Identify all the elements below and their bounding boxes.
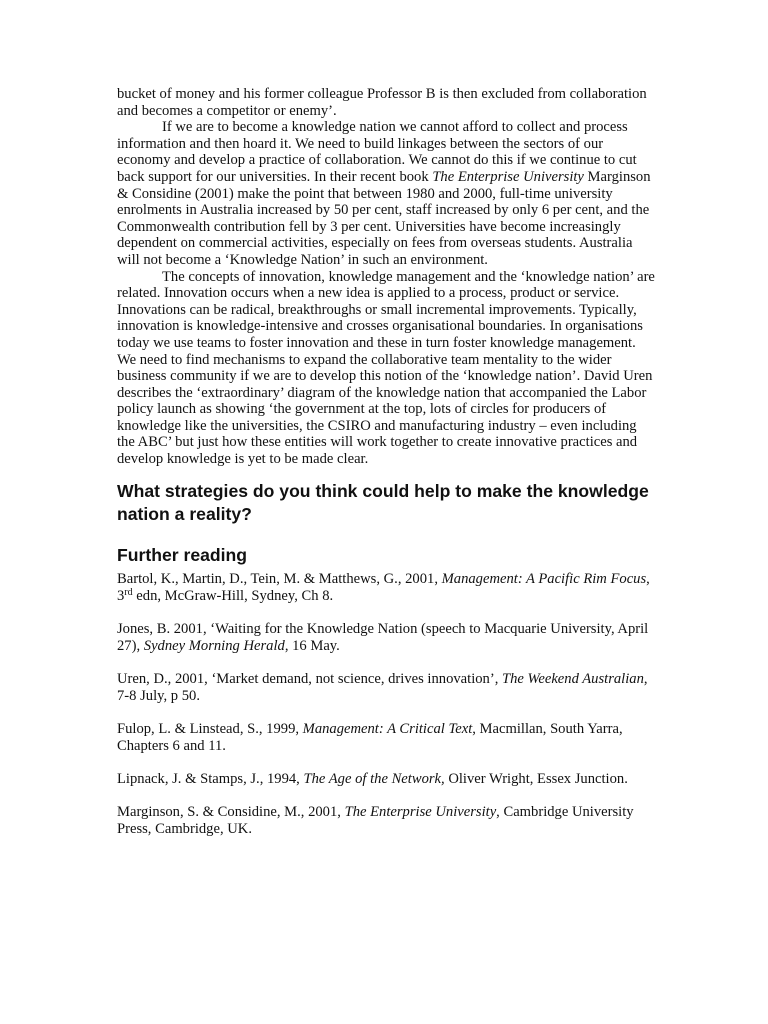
- reference-text: Jones, B. 2001, ‘Waiting for the Knowledge Nation (speech to Macquarie University, April 27),: [117, 621, 649, 654]
- reference-item: [117, 621, 657, 654]
- book-title-enterprise-university: The Enterprise University: [432, 168, 584, 185]
- reference-text: Bartol, K., Martin, D., Tein, M. & Matthews, G., 2001,: [117, 571, 442, 588]
- reference-text: Uren, D., 2001, ‘Market demand, not science, drives innovation’,: [117, 671, 503, 688]
- body-paragraph-3: The concepts of innovation, knowledge management and the ‘knowledge nation’ are related. Innovation occurs when a new idea is applied to a process, product or service. Innovations can be radical, breakthroughs or small incremental improvements. Typically, innovation is knowledge-intensive and crosses organisational boundaries. In organisations today we use teams to foster innovation and these in turn foster knowledge management. We need to find mechanisms to expand the collaborative team mentality to the wider business community if we are to develop this notion of the ‘knowledge nation’. David Uren describes the ‘extraordinary’ diagram of the knowledge nation that accompanied the Labor policy launch as showing ‘the government at the top, lots of circles for producers of knowledge like the universities, the CSIRO and manufacturing industry – even including the ABC’ but just how these entities will work together to create innovative practices and develop knowledge is yet to be made clear.: [117, 268, 655, 468]
- reference-text: , Cambridge University Press, Cambridge, UK.: [117, 804, 634, 838]
- reference-text: , Macmillan, South Yarra, Chapters 6 and 11.: [117, 721, 623, 754]
- reference-text: Marginson, S. & Considine, M., 2001,: [117, 804, 345, 821]
- reference-text: , 3: [117, 571, 650, 604]
- paragraph-2-text-b: Marginson & Considine (2001) make the point that between 1980 and 2000, full-time university enrolments in Australia increased by 50 per cent, staff increased by only 6 per cent, and the Commonwealth contribution fell by 3 per cent. Universities have become increasingly dependent on commercial activities, especially on fees from overseas students. Australia will not become a ‘Knowledge Nation’ in such an environment.: [117, 168, 651, 268]
- reference-superscript: rd: [124, 586, 133, 598]
- reference-text: , 7-8 July, p 50.: [117, 671, 648, 704]
- reference-text: Lipnack, J. & Stamps, J., 1994,: [117, 771, 304, 788]
- reference-text: Oliver Wright, Essex Junction.: [444, 771, 628, 788]
- reference-title: Sydney Morning Herald: [143, 637, 285, 654]
- reference-title: Management: A Critical Text: [302, 721, 473, 738]
- reference-text: , 16 May.: [284, 637, 340, 654]
- reference-title: The Enterprise University: [344, 804, 497, 821]
- reference-item: [117, 771, 657, 788]
- paragraph-2-text-a: If we are to become a knowledge nation we cannot afford to collect and process information and then hoard it. We need to build linkages between the sectors of our economy and develop a practice of collaboration. We cannot do this if we continue to cut back support for our universities. In their recent book: [117, 119, 637, 185]
- body-paragraph-2: [117, 119, 657, 268]
- reference-item: [117, 721, 657, 754]
- reference-title: The Age of the Network,: [303, 771, 445, 788]
- question-heading: What strategies do you think could help to make the knowledge nation a reality?: [117, 480, 649, 525]
- body-paragraph-1: bucket of money and his former colleague Professor B is then excluded from collaboration and becomes a competitor or enemy’.: [117, 86, 647, 119]
- document-page: [117, 86, 657, 854]
- reference-item: [117, 571, 657, 604]
- reference-text: Fulop, L. & Linstead, S., 1999,: [117, 721, 303, 738]
- further-reading-heading: Further reading: [117, 544, 248, 565]
- reference-title: The Weekend Australian: [502, 671, 644, 688]
- reference-item: [117, 671, 657, 704]
- reference-title: Management: A Pacific Rim Focus: [441, 571, 647, 588]
- reference-text: edn, McGraw-Hill, Sydney, Ch 8.: [132, 587, 334, 604]
- reference-item: [117, 804, 657, 837]
